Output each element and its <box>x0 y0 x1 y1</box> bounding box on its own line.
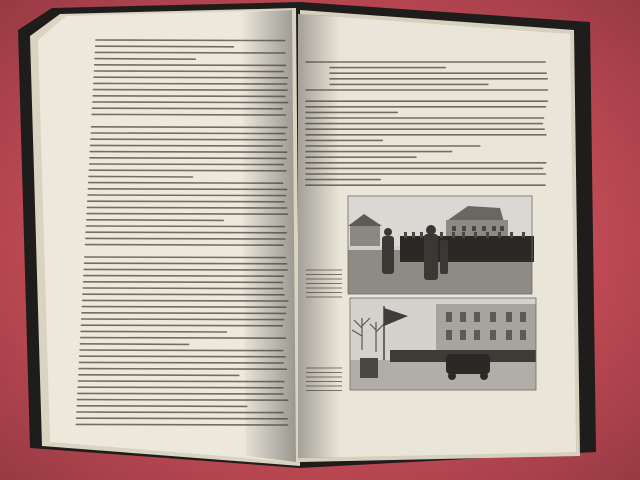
text-line <box>79 381 284 382</box>
text-line <box>94 83 287 84</box>
text-line <box>90 164 284 165</box>
text-line <box>81 338 286 339</box>
text-line <box>77 406 246 407</box>
text-line <box>95 65 286 66</box>
text-line <box>84 269 287 270</box>
text-line <box>88 195 286 196</box>
text-line <box>86 232 286 233</box>
text-line <box>84 282 283 283</box>
text-line <box>78 393 283 394</box>
text-line <box>77 418 288 419</box>
text-line <box>89 183 283 184</box>
text-line <box>80 350 283 351</box>
text-line <box>87 207 286 208</box>
text-line <box>95 59 195 60</box>
text-line <box>96 46 234 47</box>
text-line <box>92 127 287 128</box>
text-line <box>93 108 283 109</box>
text-line <box>92 114 285 115</box>
text-line <box>90 158 286 159</box>
text-line <box>85 257 285 258</box>
text-line <box>93 102 288 103</box>
text-line <box>91 133 284 134</box>
text-line <box>90 152 286 153</box>
text-line <box>93 90 287 91</box>
text-line <box>83 288 283 289</box>
text-line <box>85 263 287 264</box>
text-line <box>86 245 283 246</box>
text-line <box>94 71 283 72</box>
text-line <box>82 313 286 314</box>
text-line <box>88 201 284 202</box>
text-line <box>83 294 284 295</box>
text-line <box>93 96 285 97</box>
text-line <box>87 220 223 221</box>
text-line <box>82 307 286 308</box>
text-line <box>88 189 286 190</box>
text-line <box>96 40 285 41</box>
text-line <box>79 362 283 363</box>
text-line <box>79 375 239 376</box>
text-line <box>78 387 283 388</box>
text-line <box>81 325 282 326</box>
text-line <box>89 170 286 171</box>
text-line <box>79 369 286 370</box>
text-line <box>86 226 284 227</box>
text-line <box>80 356 285 357</box>
text-line <box>76 424 287 425</box>
text-line <box>80 344 188 345</box>
bottom-photograph <box>350 298 536 390</box>
text-line <box>83 300 288 301</box>
text-line <box>82 319 284 320</box>
text-line <box>87 214 287 215</box>
text-line <box>91 139 286 140</box>
text-line <box>84 276 283 277</box>
text-line <box>94 77 287 78</box>
text-line <box>91 145 282 146</box>
text-line <box>95 52 285 53</box>
text-line <box>78 400 288 401</box>
text-line <box>81 331 226 332</box>
text-line <box>86 238 285 239</box>
top-photograph <box>348 196 534 294</box>
text-line <box>77 412 283 413</box>
text-line <box>89 176 192 177</box>
